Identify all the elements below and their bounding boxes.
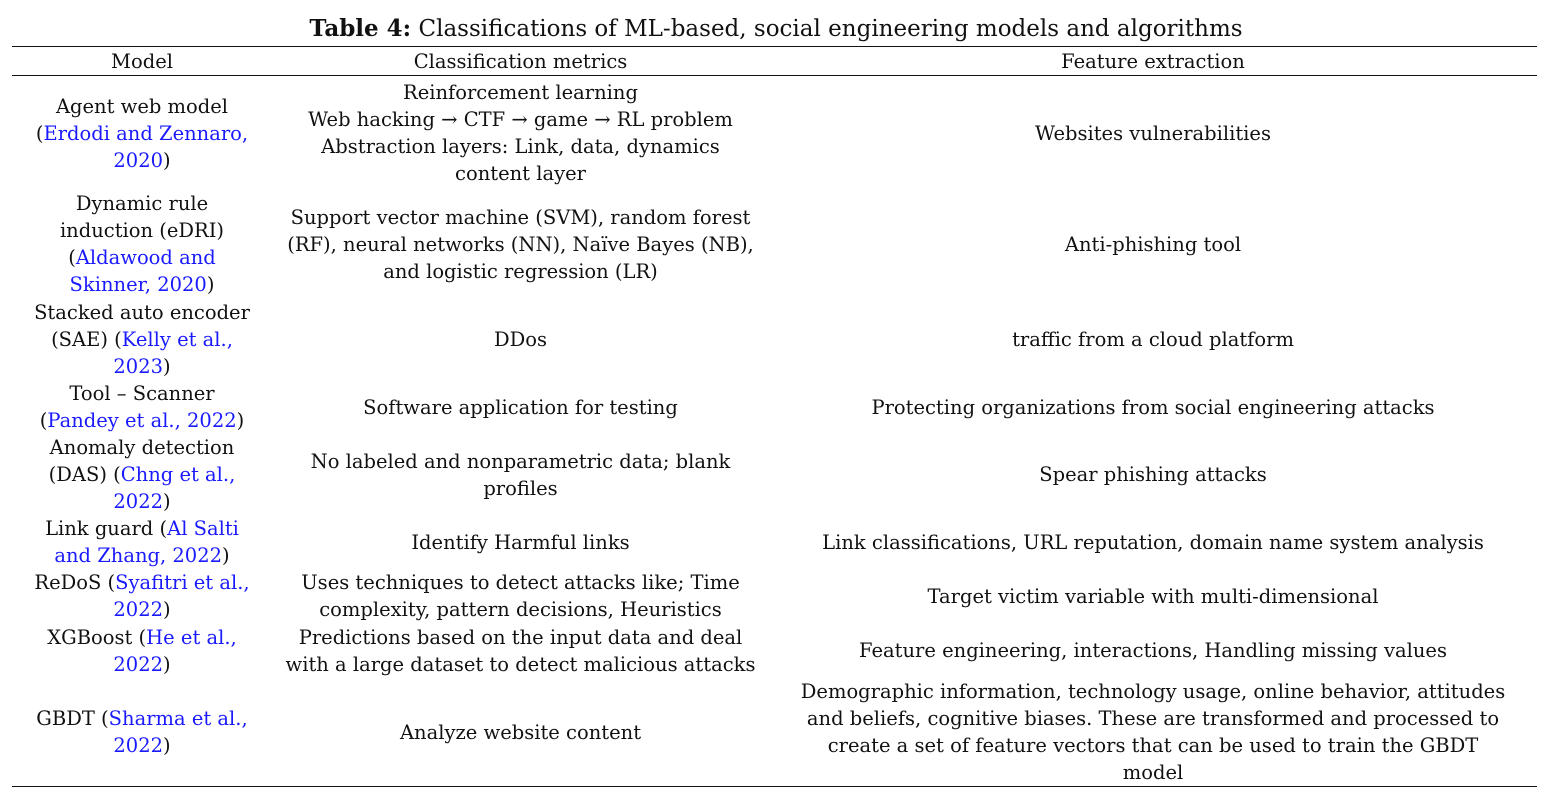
features-cell xyxy=(769,569,1537,623)
header-classification-metrics: Classification metrics xyxy=(413,49,628,73)
metrics-text: Predictions based on the input data and deal with a large dataset to detect malicious attacks xyxy=(285,625,756,676)
features-text: Anti-phishing tool xyxy=(1064,232,1242,256)
features-cell xyxy=(769,380,1537,434)
metrics-text: Uses techniques to detect attacks like; Time complexity, pattern decisions, Heuristics xyxy=(301,571,740,621)
metrics-cell xyxy=(272,515,769,569)
table-row xyxy=(12,76,1537,191)
features-text: Link classifications, URL reputation, domain name system analysis xyxy=(822,530,1484,554)
features-text: Websites vulnerabilities xyxy=(1035,121,1271,145)
table-row xyxy=(12,569,1537,623)
metrics-cell xyxy=(272,298,769,380)
table-row xyxy=(12,434,1537,515)
model-cell: XGBoost (He et al., 2022) xyxy=(47,625,237,676)
features-text: Feature engineering, interactions, Handling missing values xyxy=(859,639,1447,662)
citation-link[interactable]: Chng et al., 2022 xyxy=(113,463,236,513)
features-cell xyxy=(769,190,1537,298)
table-row xyxy=(12,515,1537,569)
citation-link[interactable]: Pandey et al., 2022 xyxy=(47,409,237,432)
metrics-cell xyxy=(272,190,769,298)
metrics-text: Identify Harmful links xyxy=(411,530,630,554)
metrics-cell xyxy=(272,678,769,787)
metrics-text: Support vector machine (SVM), random forest (RF), neural networks (NN), Naïve Bayes (NB), and logistic regression (LR) xyxy=(287,205,754,283)
table-row xyxy=(12,380,1537,434)
metrics-text: DDos xyxy=(493,327,547,351)
model-cell: Link guard (Al Salti and Zhang, 2022) xyxy=(45,517,239,567)
caption-text: Classifications of ML-based, social engineering models and algorithms xyxy=(418,16,1243,42)
metrics-cell xyxy=(272,380,769,434)
header-feature-extraction: Feature extraction xyxy=(1061,49,1245,73)
classification-table xyxy=(12,46,1537,787)
model-name: Link guard xyxy=(45,517,154,540)
model-cell: Tool – Scanner (Pandey et al., 2022) xyxy=(39,382,245,432)
model-name: Tool – Scanner xyxy=(69,382,215,405)
metrics-text: Analyze website content xyxy=(399,720,642,744)
features-cell xyxy=(769,76,1537,191)
metrics-text: No labeled and nonparametric data; blank profiles xyxy=(310,449,731,500)
model-cell: ReDoS (Syafitri et al., 2022) xyxy=(34,571,250,621)
model-cell: Anomaly detection (DAS) (Chng et al., 2022) xyxy=(48,436,236,513)
model-name: GBDT xyxy=(36,707,95,730)
citation-link[interactable]: Sharma et al., 2022 xyxy=(108,707,248,757)
model-cell: GBDT (Sharma et al., 2022) xyxy=(36,707,248,757)
citation-link[interactable]: Syafitri et al., 2022 xyxy=(113,571,250,621)
metrics-cell xyxy=(272,623,769,678)
header-row xyxy=(12,47,1537,76)
metrics-cell xyxy=(272,569,769,623)
citation-link[interactable]: Erdodi and Zennaro, 2020 xyxy=(43,121,249,172)
model-name: Anomaly detection (DAS) xyxy=(48,436,235,486)
model-name: XGBoost xyxy=(47,625,133,649)
features-text: Demographic information, technology usage, online behavior, attitudes and beliefs, cognitive biases. These are transformed and processed to create a set of feature vectors that can be used to train the GBDT model xyxy=(800,680,1506,784)
features-cell xyxy=(769,515,1537,569)
model-cell: Dynamic rule induction (eDRI) (Aldawood and Skinner, 2020) xyxy=(59,192,225,296)
model-cell: Agent web model (Erdodi and Zennaro, 2020) xyxy=(35,94,249,172)
citation-link[interactable]: Kelly et al., 2023 xyxy=(113,327,233,378)
table-row xyxy=(12,623,1537,678)
metrics-cell xyxy=(272,434,769,515)
model-cell: Stacked auto encoder (SAE) (Kelly et al., 2023) xyxy=(34,300,250,378)
model-name: Dynamic rule induction (eDRI) xyxy=(59,192,225,242)
features-text: Protecting organizations from social engineering attacks xyxy=(871,395,1435,419)
features-cell xyxy=(769,623,1537,678)
citation-link[interactable]: Al Salti and Zhang, 2022 xyxy=(54,517,239,567)
model-name: Agent web model xyxy=(55,94,229,118)
features-cell xyxy=(769,298,1537,380)
features-text: traffic from a cloud platform xyxy=(1012,327,1294,351)
model-name: ReDoS xyxy=(34,571,102,594)
citation-link[interactable]: Aldawood and Skinner, 2020 xyxy=(69,246,216,296)
metrics-text: Reinforcement learning Web hacking → CTF → game → RL problem Abstraction layers: Link, data, dynamics content layer xyxy=(308,81,733,185)
model-name: Stacked auto encoder (SAE) xyxy=(34,300,250,351)
table-row xyxy=(12,298,1537,380)
features-cell xyxy=(769,434,1537,515)
table-row xyxy=(12,678,1537,787)
caption-label: Table 4: xyxy=(309,15,412,42)
table-row xyxy=(12,190,1537,298)
features-cell xyxy=(769,678,1537,787)
header-model: Model xyxy=(111,49,173,73)
table-caption xyxy=(0,12,1548,46)
metrics-text: Software application for testing xyxy=(363,395,678,419)
metrics-cell xyxy=(272,76,769,191)
features-text: Target victim variable with multi-dimensional xyxy=(927,584,1379,608)
citation-link[interactable]: He et al., 2022 xyxy=(113,625,237,676)
features-text: Spear phishing attacks xyxy=(1039,463,1267,486)
